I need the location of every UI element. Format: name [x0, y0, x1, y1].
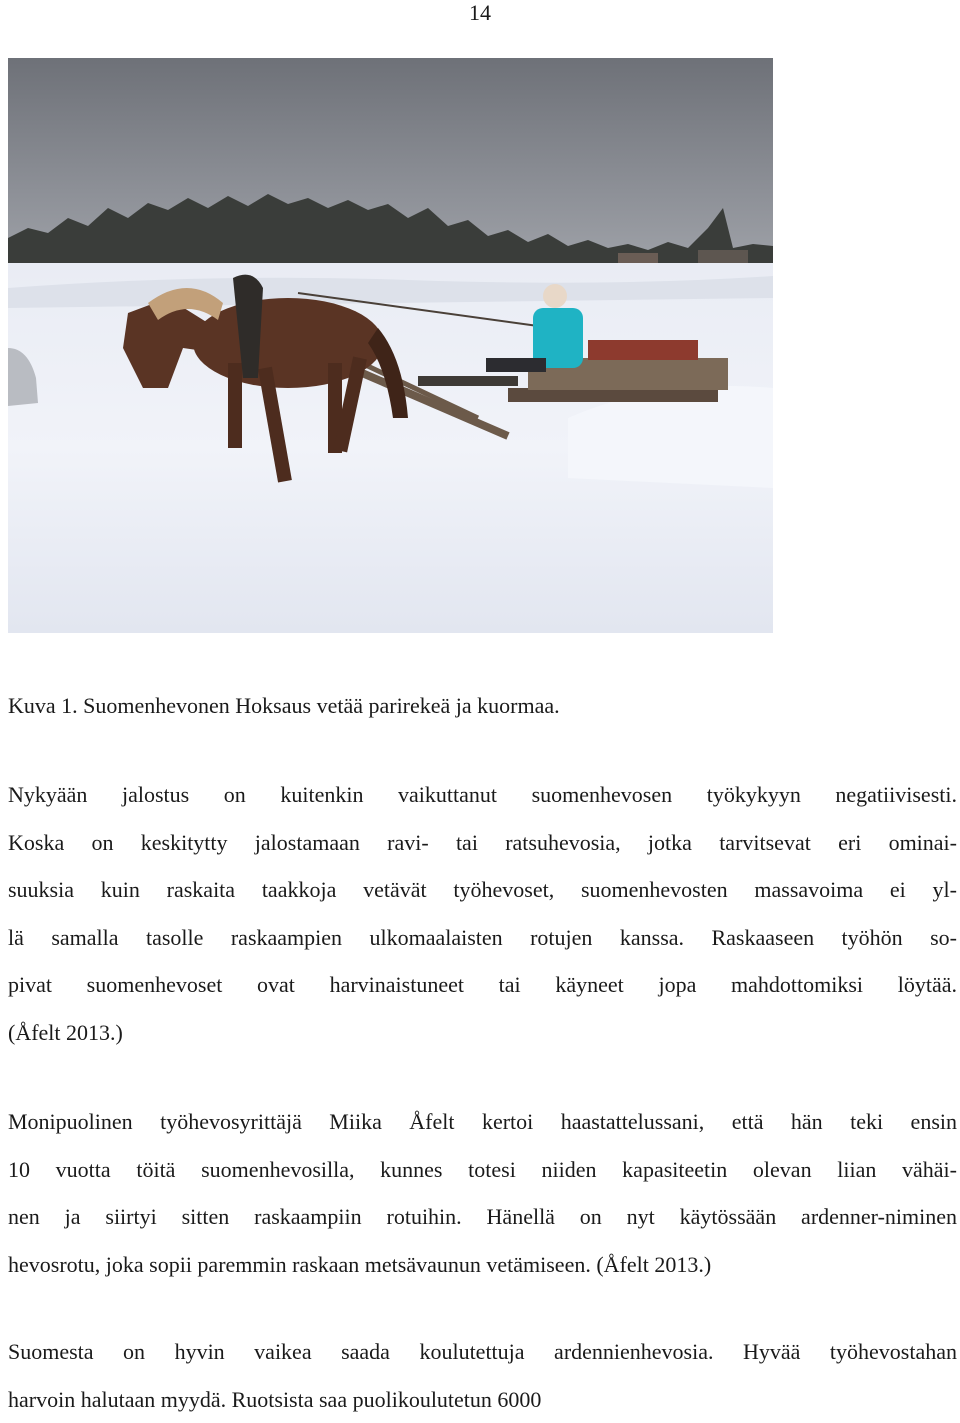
page-number: 14 — [469, 0, 491, 25]
sleigh-runner — [508, 388, 718, 402]
person-head — [543, 284, 567, 308]
text-line: harvoin halutaan myydä. Ruotsista saa puolikoulutetun 6000 — [8, 1386, 542, 1412]
paragraph-2 — [8, 1098, 957, 1288]
figure-photo — [8, 58, 773, 633]
text-line: suuksia kuin raskaita taakkoja vetävät työhevoset, suomenhevosten massavoima ei yl- — [8, 877, 957, 903]
text-line: (Åfelt 2013.) — [8, 1019, 123, 1045]
log-load-top — [588, 340, 698, 360]
horse-leg — [228, 363, 242, 448]
text-line: nen ja siirtyi sitten raskaampiin rotuihin. Hänellä on nyt käytössään ardenner-niminen — [8, 1204, 957, 1230]
text-line: Suomesta on hyvin vaikea saada koulutettuja ardennienhevosia. Hyvää työhevostahan — [8, 1339, 957, 1364]
sleigh-front — [418, 376, 518, 386]
horse-sleigh-photo — [8, 58, 773, 633]
paragraph-3 — [8, 1328, 957, 1423]
text-line: 10 vuotta töitä suomenhevosilla, kunnes totesi niiden kapasiteetin olevan liian vähäi- — [8, 1156, 957, 1182]
text-line: Nykyään jalostus on kuitenkin vaikuttanut suomenhevosen työkykyyn negatiivisesti. — [8, 782, 957, 807]
text-line: pivat suomenhevoset ovat harvinaistuneet tai käyneet jopa mahdottomiksi löytää. — [8, 972, 957, 998]
figure-caption: Kuva 1. Suomenhevonen Hoksaus vetää parirekeä ja kuormaa. — [8, 693, 560, 718]
text-line: lä samalla tasolle raskaampien ulkomaalaisten rotujen kanssa. Raskaaseen työhön so- — [8, 924, 957, 950]
person-legs — [486, 358, 546, 372]
text-line: Koska on keskitytty jalostamaan ravi- tai ratsuhevosia, jotka tarvitsevat eri ominai- — [8, 829, 957, 855]
paragraph-1 — [8, 771, 957, 1057]
text-line: Monipuolinen työhevosyrittäjä Miika Åfelt kertoi haastattelussani, että hän teki ensin — [8, 1109, 957, 1134]
text-line: hevosrotu, joka sopii paremmin raskaan metsävaunun vetämiseen. (Åfelt 2013.) — [8, 1251, 712, 1277]
